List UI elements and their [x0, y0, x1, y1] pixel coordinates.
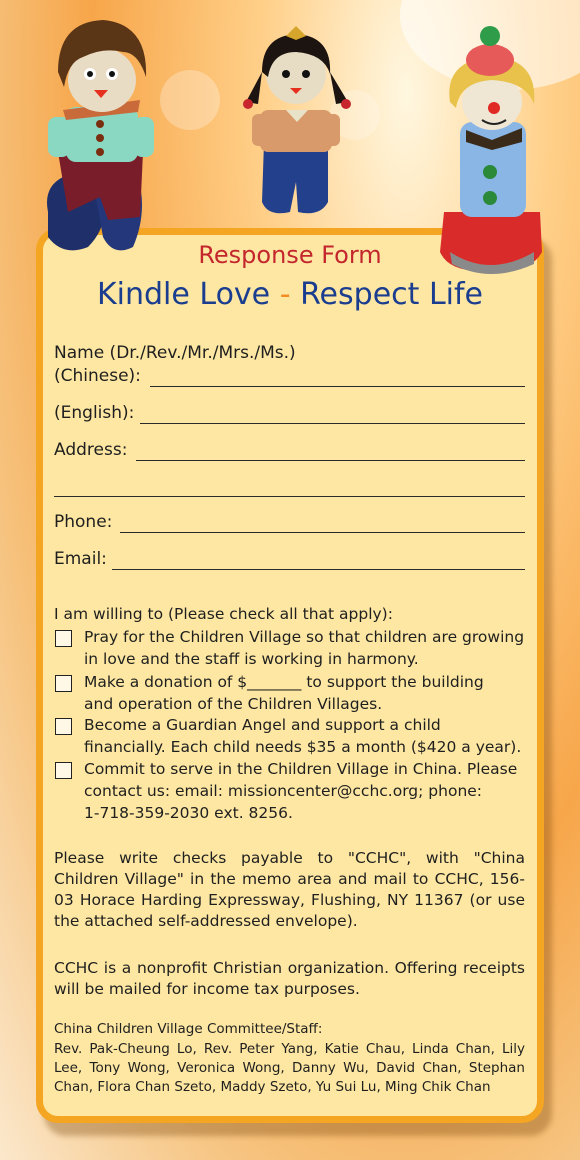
willing-intro: I am willing to (Please check all that apply): [54, 605, 393, 623]
checkbox-serve[interactable] [55, 762, 72, 779]
nonprofit-note: CCHC is a nonprofit Christian organization. Offering receipts will be mailed for income tax purposes. [54, 959, 525, 998]
english-name-line[interactable] [140, 423, 525, 424]
phone-label: Phone: [54, 512, 113, 532]
address-line-1[interactable] [136, 460, 525, 461]
title-part-1: Kindle Love [96, 277, 271, 312]
chinese-label: (Chinese): [54, 366, 141, 386]
doll-middle-illustration [228, 22, 368, 222]
committee-names: Rev. Pak-Cheung Lo, Rev. Peter Yang, Katie Chau, Linda Chan, Lily Lee, Tony Wong, Veronica Wong, Danny Wu, David Chan, Stephan Chan, Flora Chan Szeto, Maddy Szeto, Yu Sui Lu, Ming Chik Chan [54, 1041, 525, 1095]
form-subtitle: Response Form [198, 241, 382, 269]
checkbox-guardian-angel[interactable] [55, 718, 72, 735]
name-label: Name (Dr./Rev./Mr./Mrs./Ms.) [54, 343, 296, 363]
address-label: Address: [54, 440, 128, 460]
option-serve-line3: 1-718-359-2030 ext. 8256. [84, 804, 293, 822]
checkbox-donation[interactable] [55, 675, 72, 692]
option-pray-line2: in love and the staff is working in harmony. [84, 650, 419, 668]
option-guardian-line1: Become a Guardian Angel and support a child [84, 716, 441, 734]
email-label: Email: [54, 549, 107, 569]
english-label: (English): [54, 403, 135, 423]
chinese-name-line[interactable] [150, 386, 525, 387]
doll-left-illustration [28, 12, 178, 272]
option-pray-line1: Pray for the Children Village so that children are growing [84, 628, 525, 646]
address-line-2[interactable] [54, 496, 525, 497]
option-guardian-line2: financially. Each child needs $35 a month ($420 a year). [84, 738, 522, 756]
email-line[interactable] [112, 569, 525, 570]
option-donation-line1: Make a donation of $_______ to support the building [84, 673, 484, 691]
option-serve-line1: Commit to serve in the Children Village in China. Please [84, 760, 518, 778]
phone-line[interactable] [120, 532, 525, 533]
title-dash: - [279, 277, 291, 312]
title-part-2: Respect Life [300, 277, 484, 312]
checkbox-pray[interactable] [55, 630, 72, 647]
form-title [0, 276, 580, 314]
option-donation-line2: and operation of the Children Villages. [84, 695, 383, 713]
committee-heading: China Children Village Committee/Staff: [54, 1021, 323, 1037]
checks-instructions: Please write checks payable to "CCHC", with "China Children Village" in the memo area and mail to CCHC, 156-03 Horace Harding Expressway, Flushing, NY 11367 (or use the attached self-addressed envelope). [54, 849, 525, 930]
option-serve-line2: contact us: email: missioncenter@cchc.org; phone: [84, 782, 483, 800]
